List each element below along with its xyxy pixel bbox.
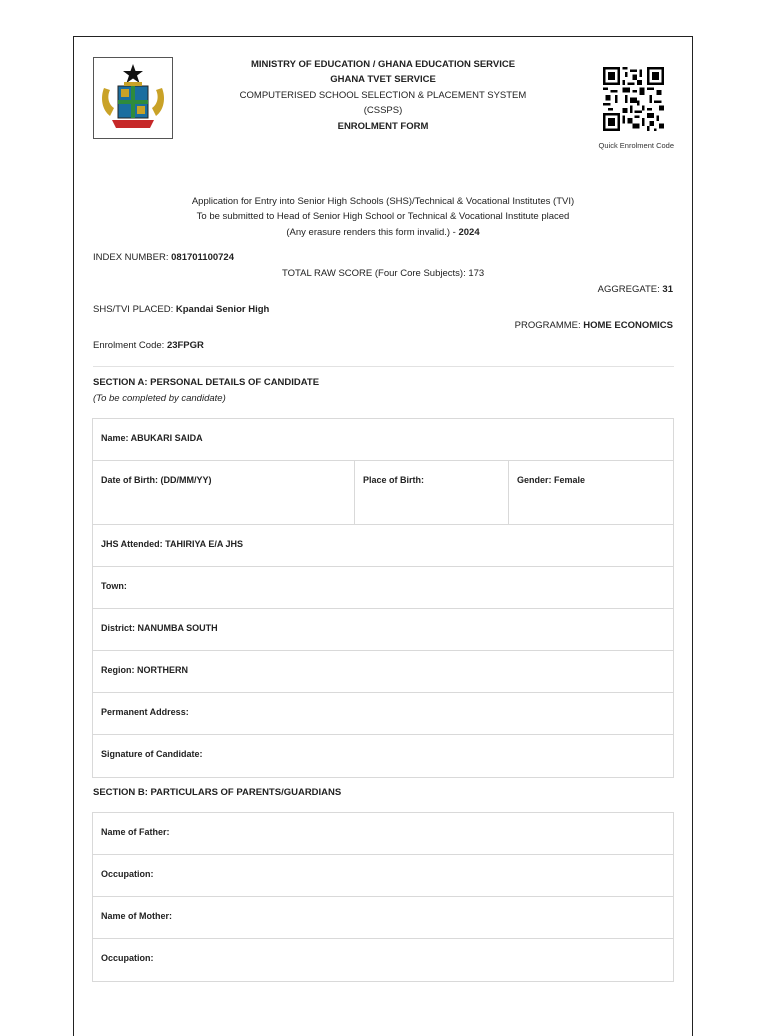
jhs-attended-field: JHS Attended: TAHIRIYA E/A JHS [101, 539, 244, 549]
intro-line-3 [93, 225, 673, 241]
district-field: District: NANUMBA SOUTH [101, 623, 218, 633]
aggregate [598, 284, 673, 295]
dob-field: Date of Birth: (DD/MM/YY) [101, 475, 212, 485]
ghana-coat-of-arms [93, 57, 173, 139]
table-row [93, 525, 673, 567]
section-a-title: SECTION A: PERSONAL DETAILS OF CANDIDATE [93, 377, 320, 388]
table-row [93, 813, 673, 855]
qr-caption: Quick Enrolment Code [598, 141, 674, 150]
school-placed-label: SHS/TVI PLACED: [93, 304, 176, 315]
programme-label: PROGRAMME: [514, 320, 584, 331]
region-field: Region: NORTHERN [101, 665, 188, 675]
enrolment-code [93, 340, 204, 351]
table-row [93, 897, 673, 939]
section-a-subtitle: (To be completed by candidate) [93, 393, 226, 404]
section-b-title: SECTION B: PARTICULARS OF PARENTS/GUARDIANS [93, 787, 342, 798]
enrolment-code-value: 23FPGR [166, 340, 204, 351]
town-field: Town: [101, 581, 127, 591]
intro-line-1: Application for Entry into Senior High Schools (SHS)/Technical & Vocational Institutes (TVI) [191, 196, 575, 207]
signature-field: Signature of Candidate: [101, 749, 203, 759]
intro-line-2: To be submitted to Head of Senior High School or Technical & Vocational Institute placed [196, 211, 570, 222]
programme-value: HOME ECONOMICS [583, 320, 673, 331]
mother-occupation-field: Occupation: [101, 953, 154, 963]
father-name-field: Name of Father: [101, 827, 170, 837]
aggregate-label: AGGREGATE: [597, 284, 663, 295]
index-number-value: 081701100724 [171, 252, 235, 263]
header-ministry: MINISTRY OF EDUCATION / GHANA EDUCATION SERVICE [250, 59, 516, 70]
aggregate-value: 31 [662, 284, 673, 295]
intro-erasure-note: (Any erasure renders this form invalid.) - [286, 227, 459, 238]
raw-score: TOTAL RAW SCORE (Four Core Subjects): 173 [282, 268, 485, 279]
index-number-label: INDEX NUMBER: [93, 252, 172, 263]
permanent-address-field: Permanent Address: [101, 707, 189, 717]
enrolment-code-label: Enrolment Code: [93, 340, 167, 351]
gender-field: Gender: Female [508, 461, 673, 524]
table-row [93, 567, 673, 609]
table-row [93, 651, 673, 693]
divider [93, 366, 674, 367]
school-placed [93, 304, 269, 315]
index-number [93, 252, 234, 263]
table-row [93, 609, 673, 651]
name-field: Name: ABUKARI SAIDA [101, 433, 203, 443]
table-row [93, 939, 673, 981]
table-row [93, 419, 673, 461]
intro-year: 2024 [458, 227, 480, 238]
school-placed-value: Kpandai Senior High [175, 304, 270, 315]
father-occupation-field: Occupation: [101, 869, 154, 879]
header-tvet: GHANA TVET SERVICE [330, 74, 436, 85]
header-system: COMPUTERISED SCHOOL SELECTION & PLACEMENT SYSTEM [239, 90, 527, 101]
table-row [93, 855, 673, 897]
place-of-birth-field: Place of Birth: [354, 461, 508, 524]
table-row [93, 461, 673, 525]
programme [515, 320, 673, 331]
header-form-title: ENROLMENT FORM [337, 121, 429, 132]
section-a-table [92, 418, 674, 778]
table-row [93, 735, 673, 777]
mother-name-field: Name of Mother: [101, 911, 173, 921]
table-row [93, 693, 673, 735]
header-cssps: (CSSPS) [363, 105, 403, 116]
section-b-table [92, 812, 674, 982]
qr-code [603, 67, 664, 131]
